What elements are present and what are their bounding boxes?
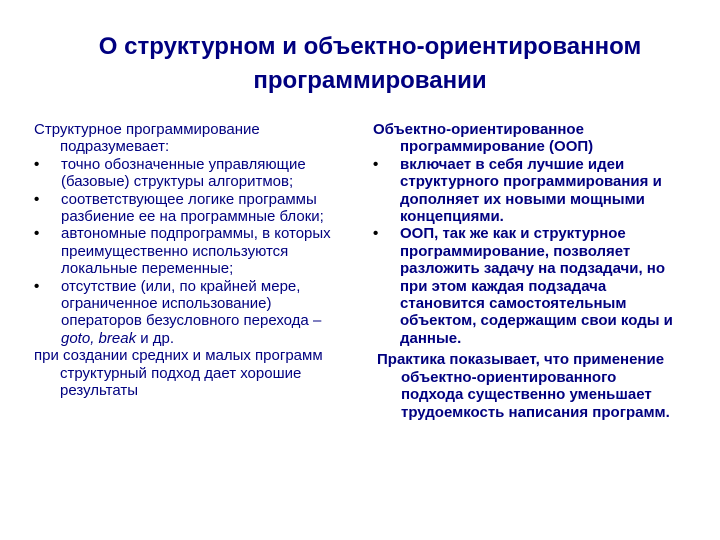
oop-practice: Практика показывает, что применение объектно-ориентированного подхода существенно уменьшает трудоемкость написания программ. xyxy=(377,351,670,421)
oop-bullet-text: ООП, так же как и структурное программирование, позволяет разложить задачу на подзадачи, но при этом каждая подзадача становится самостоятельным объектом, содержащим свои коды и данные. xyxy=(400,225,673,347)
structured-intro: Структурное программирование подразумевает: xyxy=(34,121,260,156)
oop-bullet-list xyxy=(373,156,673,347)
structured-bullet-list xyxy=(34,156,334,347)
bullet-icon: • xyxy=(34,277,40,295)
slide-title xyxy=(40,30,700,98)
slide-title-line-2: программировании xyxy=(253,67,487,94)
structured-bullet-text: отсутствие (или, по крайней мере, ограниченное использование) операторов безусловного перехода – xyxy=(61,277,322,330)
structured-bullet-item xyxy=(34,225,334,277)
structured-programming-column xyxy=(34,121,334,400)
oop-intro: Объектно-ориентированное программирование (ООП) xyxy=(373,121,594,156)
bullet-icon: • xyxy=(34,190,40,208)
bullet-tail-text: и др. xyxy=(136,329,175,347)
bullet-icon: • xyxy=(34,155,40,173)
break-keyword: break xyxy=(98,329,137,347)
goto-keyword: goto, xyxy=(61,329,95,347)
bullet-icon: • xyxy=(34,225,40,243)
structured-bullet-item xyxy=(34,278,334,348)
bullet-icon: • xyxy=(373,225,379,243)
bullet-icon: • xyxy=(373,155,379,173)
structured-conclusion: при создании средних и малых программ структурный подход дает хорошие результаты xyxy=(34,347,323,400)
slide-title-line-1: О структурном и объектно-ориентированном xyxy=(98,33,642,60)
oop-column xyxy=(373,121,673,421)
oop-bullet-item xyxy=(373,225,673,347)
structured-bullet-item xyxy=(34,156,334,191)
structured-bullet-text: точно обозначенные управляющие (базовые) структуры алгоритмов; xyxy=(61,155,306,191)
structured-bullet-text: автономные подпрограммы, в которых преимущественно используются локальные переменные; xyxy=(61,225,331,278)
structured-bullet-item xyxy=(34,191,334,226)
oop-bullet-text: включает в себя лучшие идеи структурного программирования и дополняет их новыми мощными концепциями. xyxy=(400,155,662,226)
structured-bullet-text: соответствующее логике программы разбиение ее на программные блоки; xyxy=(61,190,324,226)
oop-bullet-item xyxy=(373,156,673,226)
